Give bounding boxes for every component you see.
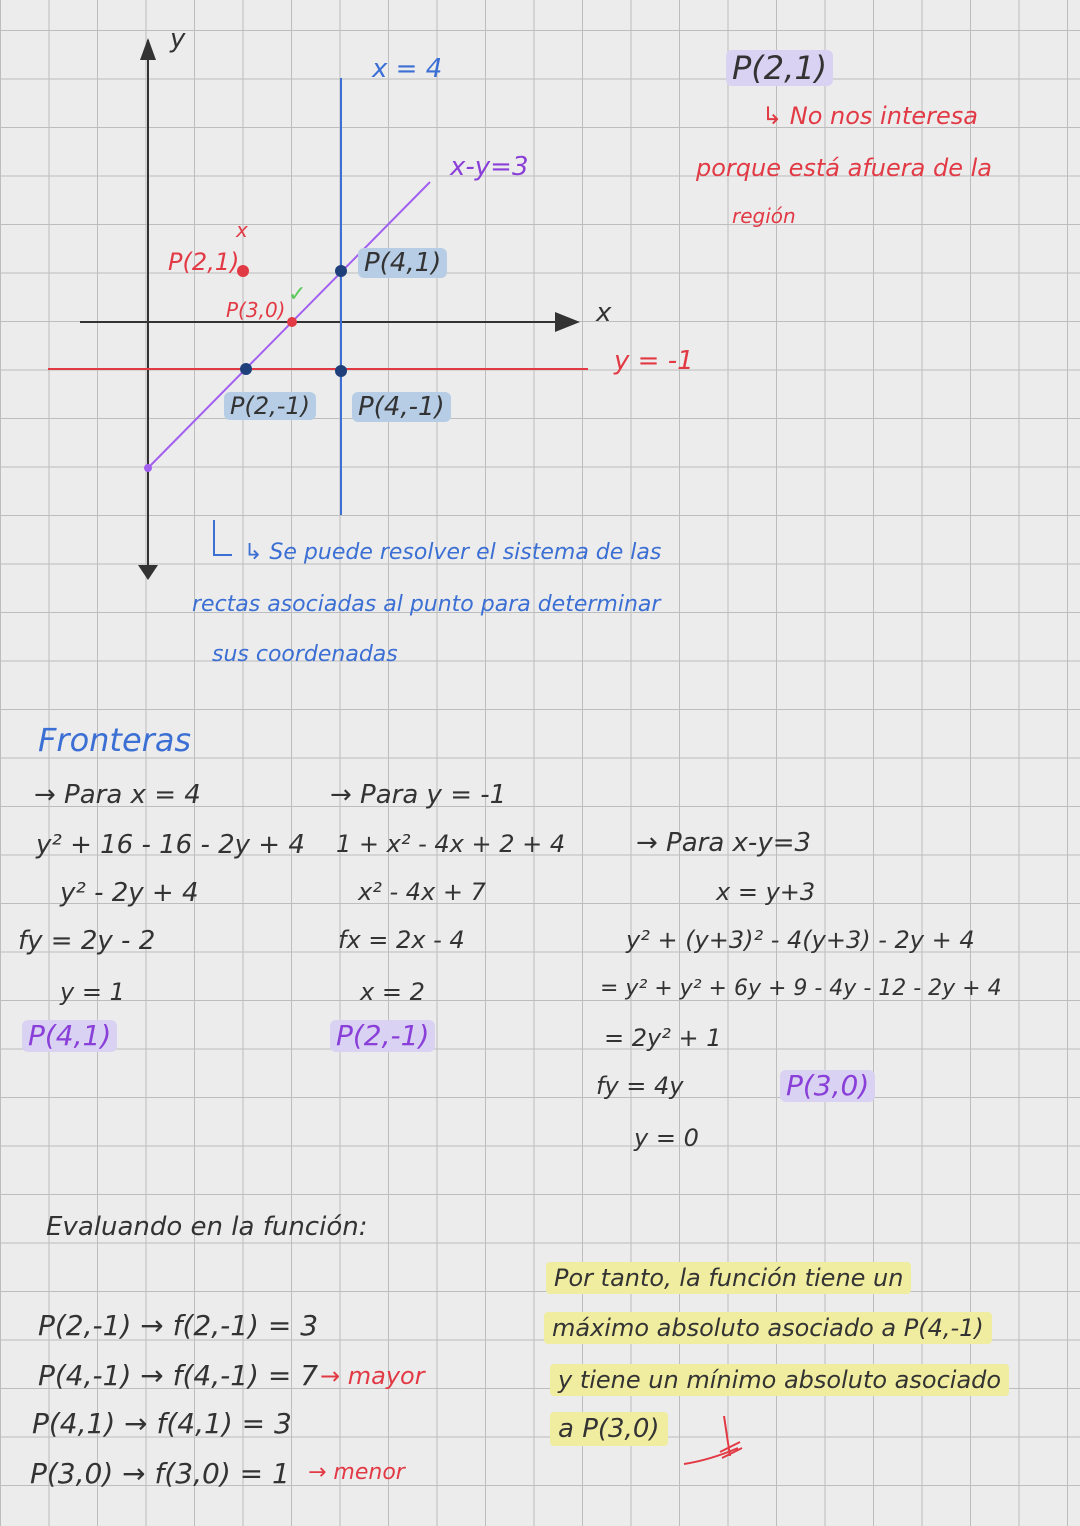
col2-line1: 1 + x² - 4x + 2 + 4 [336, 830, 566, 858]
note-arrow-mid [214, 520, 232, 555]
eval-row-4-tag: → menor [308, 1460, 405, 1485]
purple-endpoint [144, 464, 152, 472]
point-3-0-check-mark: ✓ [288, 282, 307, 307]
conclusion-line2: máximo absoluto asociado a P(4,-1) [544, 1312, 992, 1344]
eval-row-4: P(3,0) → f(3,0) = 1 [30, 1457, 290, 1490]
eval-row-2: P(4,-1) → f(4,-1) = 7 [38, 1359, 319, 1392]
col2-line3: fx = 2x - 4 [338, 926, 465, 954]
point-2-1-x-mark: x [236, 218, 248, 242]
point-4-1-dot [335, 265, 347, 277]
col1-line4: y = 1 [60, 978, 125, 1006]
col2-result: P(2,-1) [330, 1020, 435, 1052]
col1-result: P(4,1) [22, 1020, 117, 1052]
label-x-equals-4: x = 4 [372, 54, 443, 84]
col1-line2: y² - 2y + 4 [60, 878, 199, 908]
point-2-m1-dot [240, 363, 252, 375]
fronteras-title: Fronteras [38, 721, 192, 759]
label-y-equals-minus-1: y = -1 [614, 346, 694, 376]
col3-line3: = y² + y² + 6y + 9 - 4y - 12 - 2y + 4 [600, 976, 1002, 1001]
eval-row-3: P(4,1) → f(4,1) = 3 [32, 1407, 292, 1440]
point-3-0-dot [287, 317, 297, 327]
y-axis-arrow-up [140, 38, 156, 60]
col1-head: → Para x = 4 [34, 780, 201, 810]
conclusion-line3: y tiene un mínimo absoluto asociado [550, 1364, 1009, 1396]
col3-line6: y = 0 [634, 1124, 699, 1152]
conclusion-line4: a P(3,0) [550, 1412, 668, 1446]
conclusion-end-mark [680, 1412, 750, 1472]
note-top-title: P(2,1) [726, 50, 833, 86]
conclusion-line1: Por tanto, la función tiene un [546, 1262, 911, 1294]
label-x-minus-y-3: x-y=3 [450, 152, 529, 182]
y-axis-label: y [170, 24, 186, 54]
col2-line2: x² - 4x + 7 [358, 878, 486, 906]
note-top-line2: porque está afuera de la [696, 154, 992, 182]
label-point-2-m1: P(2,-1) [224, 392, 316, 420]
eval-row-1: P(2,-1) → f(2,-1) = 3 [38, 1309, 319, 1342]
label-point-4-1: P(4,1) [358, 248, 447, 278]
label-point-3-0: P(3,0) [226, 298, 286, 322]
note-mid-line3: sus coordenadas [212, 642, 398, 667]
col3-line1: x = y+3 [716, 878, 816, 906]
col1-line1: y² + 16 - 16 - 2y + 4 [36, 830, 305, 860]
col2-line4: x = 2 [360, 978, 425, 1006]
col3-head: → Para x-y=3 [636, 828, 812, 858]
note-mid-line1-text: ↳ Se puede resolver el sistema de las [244, 540, 662, 565]
note-mid-line2: rectas asociadas al punto para determinar [192, 592, 661, 617]
y-axis-arrow-down [138, 565, 158, 580]
note-top-line1: ↳ No nos interesa [762, 102, 978, 130]
point-4-m1-dot [335, 365, 347, 377]
col2-head: → Para y = -1 [330, 780, 507, 810]
col3-line2: y² + (y+3)² - 4(y+3) - 2y + 4 [626, 926, 975, 954]
eval-row-2-tag: → mayor [320, 1362, 425, 1390]
x-axis-label: x [596, 298, 612, 328]
col3-line4: = 2y² + 1 [604, 1024, 722, 1052]
label-point-2-1: P(2,1) [168, 248, 240, 276]
x-axis-arrow [555, 312, 580, 332]
evaluando-title: Evaluando en la función: [46, 1212, 368, 1242]
col3-result: P(3,0) [780, 1070, 875, 1102]
label-point-4-m1: P(4,-1) [352, 392, 451, 422]
note-top-line3: región [732, 204, 796, 228]
col1-line3: fy = 2y - 2 [18, 926, 156, 956]
col3-line5: fy = 4y [596, 1072, 684, 1100]
note-mid-line1 [244, 542, 661, 564]
